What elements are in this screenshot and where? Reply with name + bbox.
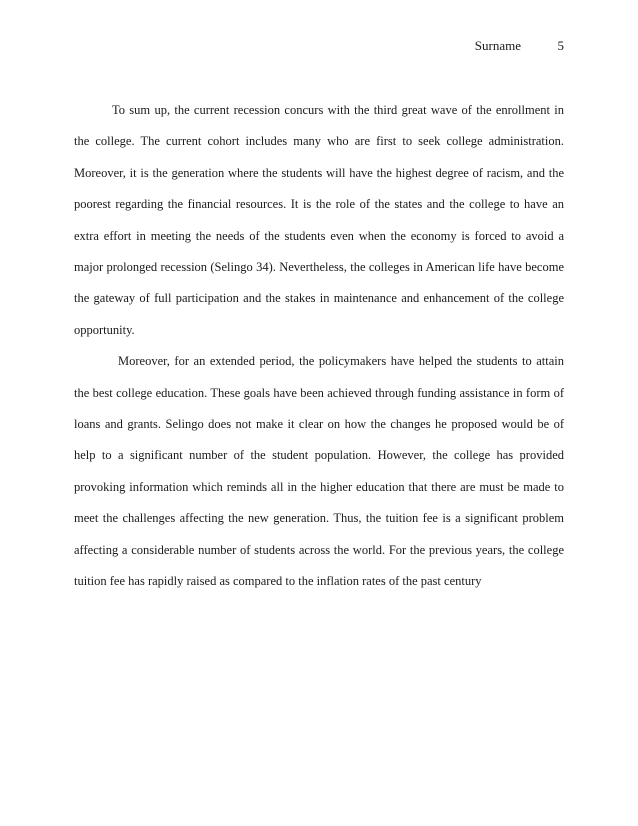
header-surname: Surname [474, 38, 521, 53]
paragraph-2: Moreover, for an extended period, the policymakers have helped the students to attain the best college education. These goals have been achieved through funding assistance in form of loans and grants. Selingo does not make it clear on how the changes he proposed would be of help to a significant number of the student population. However, the college has provided provoking information which reminds all in the higher education that there are must be made to meet the challenges affecting the new generation. Thus, the tuition fee is a significant problem affecting a considerable number of students across the world. For the previous years, the college tuition fee has rapidly raised as compared to the inflation rates of the past century [74, 354, 564, 589]
document-body [74, 95, 564, 598]
page-number: 5 [557, 38, 564, 53]
running-header [74, 37, 564, 55]
paragraph-1: To sum up, the current recession concurs with the third great wave of the enrollment in the college. The current cohort includes many who are first to seek college administration. Moreover, it is the generation where the students will have the highest degree of racism, and the poorest regarding the financial resources. It is the role of the states and the college to have an extra effort in meeting the needs of the students even when the economy is forced to avoid a major prolonged recession (Selingo 34). Nevertheless, the colleges in American life have become the gateway of full participation and the stakes in maintenance and enhancement of the college opportunity. [74, 103, 564, 337]
